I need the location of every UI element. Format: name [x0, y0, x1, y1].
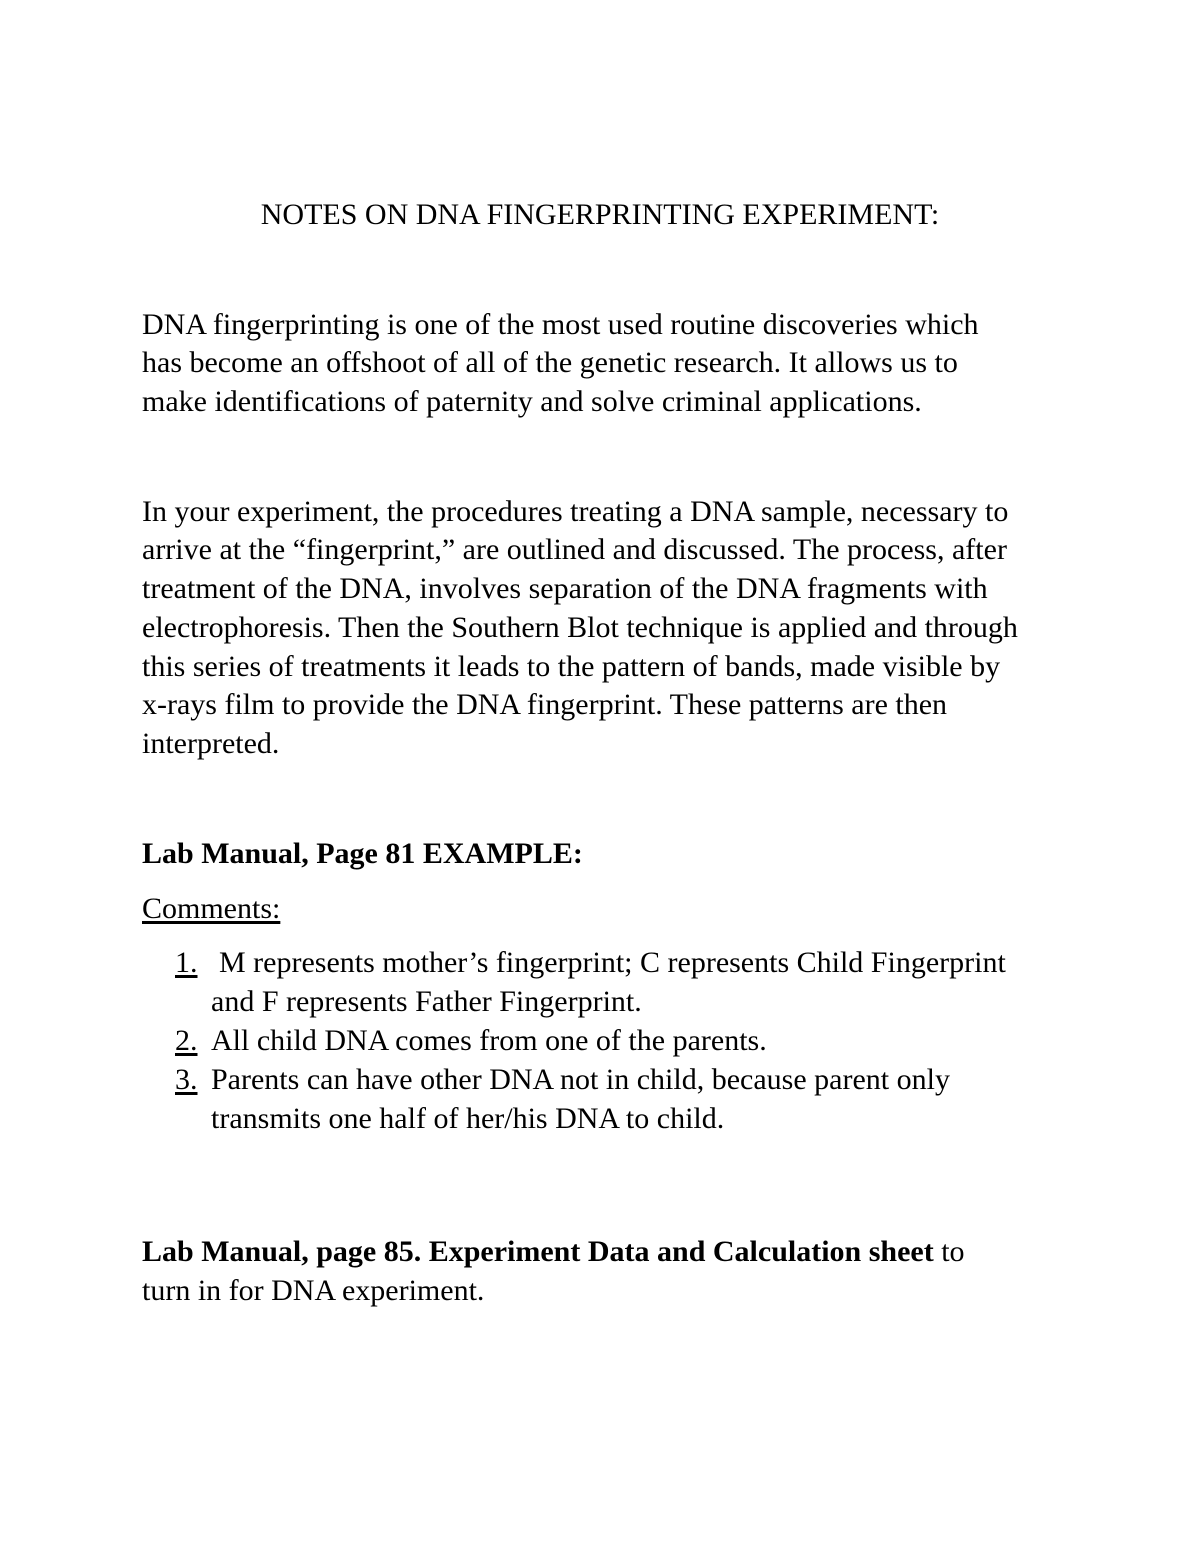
final-note-bold: Lab Manual, page 85. Experiment Data and Calculation sheet [142, 1235, 934, 1268]
example-heading: Lab Manual, Page 81 EXAMPLE: [142, 837, 583, 870]
comments-label: Comments: [142, 892, 281, 925]
paragraph-2-line-2: arrive at the “fingerprint,” are outlined and discussed. The process, after [142, 533, 1007, 566]
comment-number-2: 2. [175, 1024, 198, 1057]
comment-1-line-2: and F represents Father Fingerprint. [211, 985, 642, 1018]
paragraph-2-line-1: In your experiment, the procedures treating a DNA sample, necessary to [142, 495, 1009, 528]
paragraph-2-line-7: interpreted. [142, 727, 280, 760]
comment-item-3 [175, 1061, 950, 1099]
paragraph-2-line-5: this series of treatments it leads to the pattern of bands, made visible by [142, 650, 1001, 683]
paragraph-1-line-2: has become an offshoot of all of the genetic research. It allows us to [142, 346, 958, 379]
final-note-rest: to [933, 1235, 965, 1268]
paragraph-1-line-1: DNA fingerprinting is one of the most used routine discoveries which [142, 308, 979, 341]
paragraph-2-line-4: electrophoresis. Then the Southern Blot technique is applied and through [142, 611, 1018, 644]
comment-item-2 [175, 1022, 767, 1060]
comment-2-line-1: All child DNA comes from one of the parents. [211, 1024, 767, 1057]
comment-number-3: 3. [175, 1063, 198, 1096]
comment-number-1: 1. [175, 946, 198, 979]
comment-3-line-1: Parents can have other DNA not in child, because parent only [211, 1063, 950, 1096]
comment-1-line-1: M represents mother’s fingerprint; C represents Child Fingerprint [219, 946, 1006, 979]
final-note-line-2: turn in for DNA experiment. [142, 1274, 485, 1307]
final-note-line-1 [142, 1233, 965, 1271]
comment-3-line-2: transmits one half of her/his DNA to child. [211, 1102, 725, 1135]
paragraph-2-line-3: treatment of the DNA, involves separation of the DNA fragments with [142, 572, 988, 605]
paragraph-2-line-6: x-rays film to provide the DNA fingerprint. These patterns are then [142, 688, 948, 721]
comment-item-1 [175, 944, 1006, 982]
document-title: NOTES ON DNA FINGERPRINTING EXPERIMENT: [260, 198, 940, 231]
paragraph-1-line-3: make identifications of paternity and solve criminal applications. [142, 385, 922, 418]
